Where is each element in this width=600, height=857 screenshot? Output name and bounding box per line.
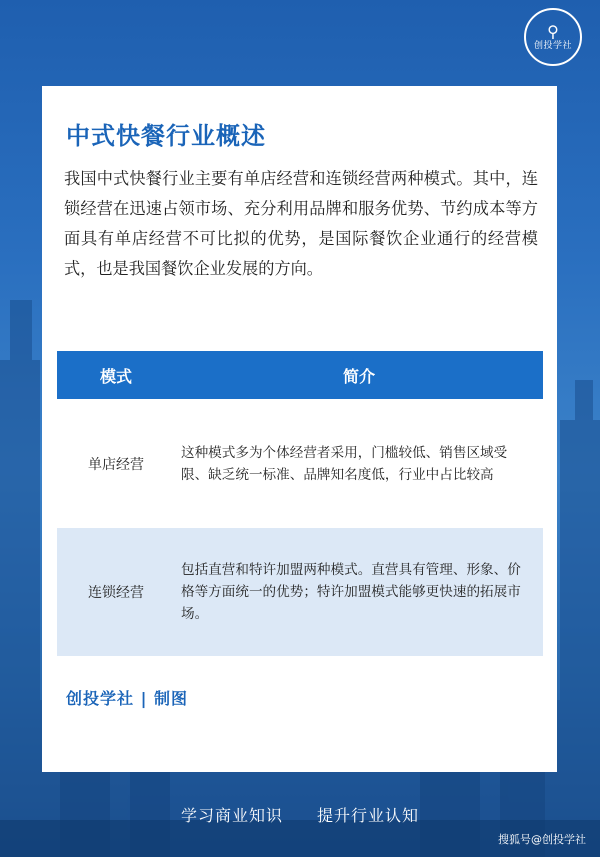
table-row <box>57 399 543 528</box>
row-mode: 单店经营 <box>88 456 144 473</box>
mode-table <box>57 351 543 656</box>
content-card <box>42 86 557 772</box>
logo-text: 创投学社 <box>533 40 572 51</box>
header-desc: 简介 <box>342 366 375 386</box>
footer-left-text: 学习商业知识 <box>180 806 283 825</box>
row-desc: 包括直营和特许加盟两种模式。直营具有管理、形象、价格等方面统一的优势；特许加盟模式能够更快速的拓展市场。 <box>181 562 521 622</box>
source-credit: 创投学社 | 制图 <box>66 689 188 708</box>
brand-logo <box>524 8 582 66</box>
header-mode: 模式 <box>99 366 132 386</box>
intro-paragraph: 我国中式快餐行业主要有单店经营和连锁经营两种模式。其中，连锁经营在迅速占领市场、充分利用品牌和服务优势、节约成本等方面具有单店经营不可比拟的优势，是国际餐饮企业通行的经营模式，也是我国餐饮企业发展的方向。 <box>64 169 538 278</box>
table-header <box>57 351 543 399</box>
row-desc: 这种模式多为个体经营者采用，门槛较低、销售区域受限、缺乏统一标准、品牌知名度低，行业中占比较高 <box>181 444 508 483</box>
watermark: 搜狐号@创投学社 <box>498 833 586 846</box>
row-mode: 连锁经营 <box>88 585 144 601</box>
footer-right-text: 提升行业认知 <box>317 806 420 825</box>
table-row <box>57 528 543 656</box>
footer-slogan <box>0 803 600 826</box>
lightbulb-icon: ⚲ <box>547 21 559 41</box>
page-title: 中式快餐行业概述 <box>66 122 266 150</box>
